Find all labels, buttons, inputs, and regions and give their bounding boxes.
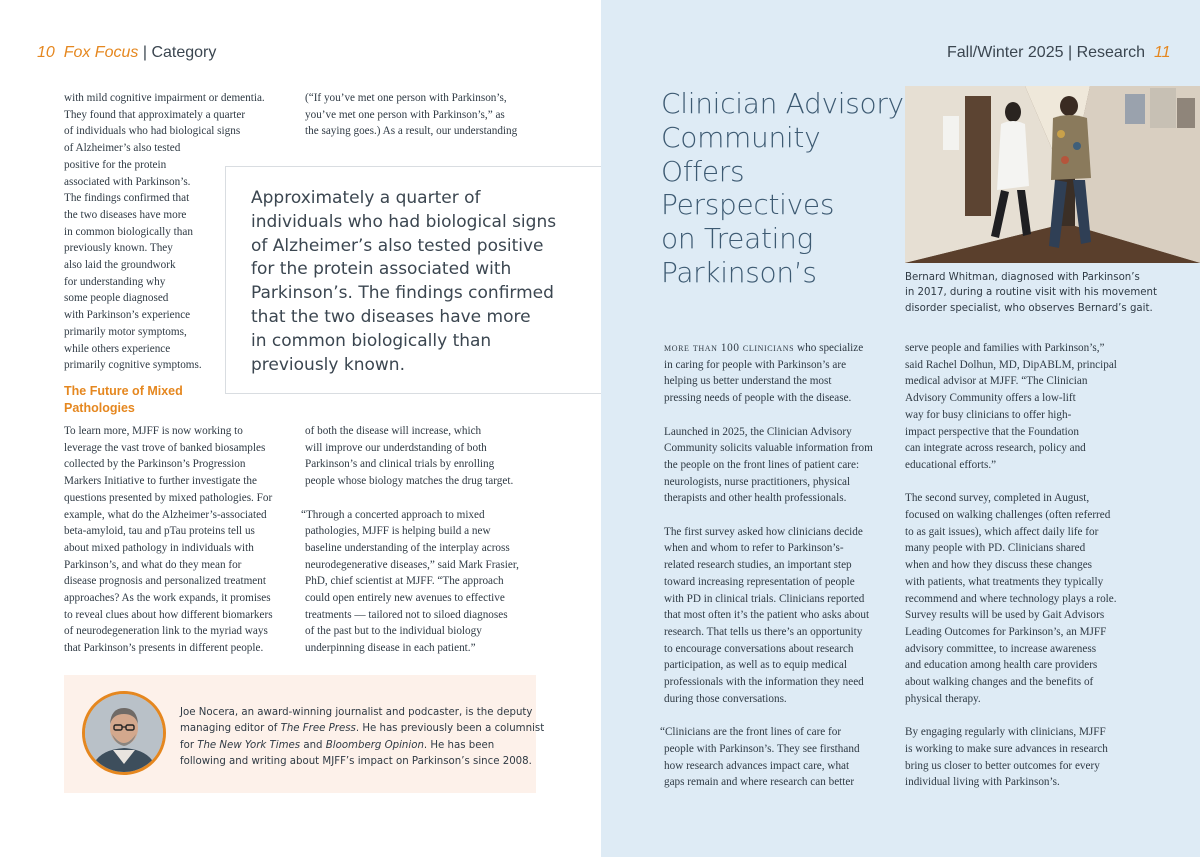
body-line: in common biologically than [64,225,193,238]
body-line: By engaging regularly with clinicians, MJFF [905,726,1106,739]
body-line: related research studies, an important step [664,559,852,572]
body-line: helping us better understand the most [664,375,832,388]
body-line: neurodegenerative diseases,” said Mark Frasier, [305,558,519,571]
pull-quote-line: individuals who had biological signs [251,211,557,232]
body-line: research. That tells us there’s an opportunity [664,625,863,638]
bio-publication: Bloomberg Opinion [325,739,424,751]
bio-line: following and writing about MJFF’s impact on Parkinson’s since 2008. [180,756,532,768]
bio-line: Joe Nocera, an award-winning journalist and podcaster, is the deputy [180,707,533,718]
body-line: to reveal clues about how different biomarkers [64,608,273,621]
left-column-1-bottom [64,423,273,657]
folio-separator: | [1067,44,1073,61]
body-line: serve people and families with Parkinson’s,” [905,342,1105,354]
folio-section: Category [151,44,217,61]
body-line: about walking changes and the benefits of [905,676,1094,689]
bio-line [180,721,544,737]
body-line: toward increasing representation of people [664,575,855,588]
body-line: also laid the groundwork [64,259,176,272]
right-column-2 [905,340,1117,791]
body-line: advisory committee, to increase awareness [905,642,1097,655]
body-line: that Parkinson’s presents in different people. [64,642,264,655]
left-column-2-bottom [301,423,519,657]
body-line: with mild cognitive impairment or dementia. [64,92,265,104]
caption-line: Bernard Whitman, diagnosed with Parkinson’s [905,272,1140,283]
folio-issue: Fall/Winter 2025 [947,44,1064,61]
body-line: (“If you’ve met one person with Parkinson’s, [305,92,507,104]
body-line: of individuals who had biological signs [64,125,241,138]
title-line: Clinician Advisory [661,87,904,120]
bio-text: and [300,739,326,751]
body-line: about mixed pathology in individuals with [64,541,254,554]
body-line: people with Parkinson’s. They see firsthand [664,742,860,755]
right-folio [947,44,1171,62]
body-line: of both the disease will increase, which [305,425,482,437]
author-bio-text [180,705,544,771]
pull-quote-line: that the two diseases have more [251,306,531,327]
body-line: when and whom to refer to Parkinson’s- [664,542,844,555]
page-number: 10 [37,44,55,61]
body-line: to as gait issues), which affect daily life for [905,525,1099,538]
body-line: The first survey asked how clinicians decide [664,525,863,538]
body-line: questions presented by mixed pathologies. For [64,491,273,504]
body-line: primarily cognitive symptoms. [64,359,202,372]
body-line: said Rachel Dolhun, MD, DipABLM, principal [905,358,1117,371]
subhead [64,383,183,417]
body-line: impact perspective that the Foundation [905,425,1079,438]
body-line: approaches? As the work expands, it promises [64,592,271,605]
body-line: when and how they discuss these changes [905,559,1093,572]
body-line: Community solicits valuable information from [664,442,873,455]
lead-line [664,340,873,357]
author-avatar [82,691,166,775]
body-line: Leading Outcomes for Parkinson’s, an MJFF [905,625,1107,638]
body-line: pressing needs of people with the disease. [664,392,852,405]
body-line: underpinning disease in each patient.” [305,642,476,655]
body-line: can integrate across research, policy and [905,442,1086,455]
body-line: is working to make sure advances in research [905,742,1108,755]
body-line: to encourage conversations about research [664,642,854,655]
body-line: therapists and other health professionals. [664,492,847,505]
body-line: people whose biology matches the drug target. [305,475,514,488]
body-line: gaps remain and where research can better [664,776,855,789]
pull-quote-line: of Alzheimer’s also tested positive [251,235,544,256]
body-line: baseline understanding of the interplay across [305,541,510,554]
body-line: with Parkinson’s experience [64,309,191,322]
bio-publication: The Free Press [280,723,356,735]
body-line: pathologies, MJFF is helping build a new [305,525,491,538]
body-line: example, what do the Alzheimer’s-associated [64,508,267,521]
author-portrait-icon [85,694,163,772]
title-line: Perspectives [661,188,835,222]
body-line: and education among health care providers [905,659,1098,672]
body-text: who specialize [794,342,864,354]
body-line: of the past but to the individual biology [305,625,482,638]
folio-section: Research [1076,44,1146,61]
body-line: many people with PD. Clinicians shared [905,542,1086,555]
page-number: 11 [1153,44,1171,61]
body-line: individual living with Parkinson’s. [905,776,1060,789]
body-line: Parkinson’s, and what do they mean for [64,558,242,571]
bio-text: for [180,739,198,751]
body-line: The second survey, completed in August, [905,492,1090,505]
body-line: PhD, chief scientist at MJFF. “The approach [305,575,504,588]
body-line: Survey results will be used by Gait Advisors [905,609,1105,622]
bio-text: managing editor of [180,723,281,735]
title-line: on Treating [661,222,814,256]
body-line: while others experience [64,342,171,355]
pull-quote-line: for the protein associated with [251,259,512,280]
author-bio-box [64,675,545,793]
body-line: the two diseases have more [64,208,187,221]
subhead-line: Pathologies [64,401,135,415]
pull-quote-line: Approximately a quarter of [251,188,481,208]
publication-name: Fox Focus [63,44,139,61]
body-line: positive for the protein [64,158,167,171]
body-line: previously known. They [64,242,173,255]
body-line: the people on the front lines of patient care: [664,458,860,471]
left-column-2-top [305,90,517,140]
article-title [661,87,904,290]
body-line: Launched in 2025, the Clinician Advisory [664,425,852,438]
pull-quote-line: in common biologically than [251,330,492,351]
body-line: how research advances impact care, what [664,759,850,772]
body-line: physical therapy. [905,692,981,705]
body-line: with PD in clinical trials. Clinicians reported [664,592,865,605]
body-line: the saying goes.) As a result, our understanding [305,125,518,138]
left-folio [37,44,216,62]
body-line: bring us closer to better outcomes for every [905,759,1100,772]
bio-text: . He has previously been a columnist [355,723,545,735]
clinic-hallway-photo-icon [905,86,1200,263]
body-line: collected by the Parkinson’s Progression [64,458,246,471]
pull-quote-box [225,166,601,394]
title-line: Parkinson’s [661,255,817,289]
body-line: focused on walking challenges (often referred [905,509,1111,522]
body-line: with patients, what treatments they typically [905,575,1104,588]
body-line: will improve our underdstanding of both [305,441,487,454]
body-line: during those conversations. [664,692,787,705]
body-line: primarily motor symptoms, [64,325,187,338]
body-line: “Through a concerted approach to mixed [301,508,485,521]
body-line: The findings confirmed that [64,192,190,205]
body-line: educational efforts.” [905,458,997,471]
body-line: beta-amyloid, tau and pTau proteins tell us [64,525,255,538]
body-line: recommend and where technology plays a role. [905,592,1117,605]
body-line: in caring for people with Parkinson’s are [664,358,847,371]
body-line: treatments — tailored not to siloed diagnoses [305,608,508,621]
body-line: neurologists, nurse practitioners, physical [664,475,851,488]
body-line: associated with Parkinson’s. [64,175,191,188]
right-column-1 [660,340,873,791]
body-line: Markers Initiative to further investigate the [64,475,257,488]
pull-quote [251,187,556,377]
title-line: Offers [661,154,745,188]
subhead-line: The Future of Mixed [64,384,183,398]
title-line: Community [661,120,821,154]
caption-line: in 2017, during a routine visit with his movement [905,287,1157,299]
lead-in: more than 100 clinicians [664,342,795,354]
body-line: professionals with the information they need [664,676,864,689]
body-line: could open entirely new avenues to effective [305,592,505,605]
photo-caption [905,270,1157,316]
body-line: participation, as well as to equip medical [664,659,847,672]
body-line: medical advisor at MJFF. “The Clinician [905,375,1088,388]
body-line: Parkinson’s and clinical trials by enrolling [305,458,495,471]
body-line: for understanding why [64,275,166,288]
bio-publication: The New York Times [197,739,301,751]
pull-quote-line: Parkinson’s. The findings confirmed [251,283,554,304]
body-line: that most often it’s the patient who asks about [664,609,870,622]
folio-separator: | [142,44,147,61]
article-photo [905,86,1200,263]
bio-line [180,738,544,754]
body-line: They found that approximately a quarter [64,108,246,121]
body-line: leverage the vast trove of banked biosamples [64,441,266,454]
body-line: of Alzheimer’s also tested [64,142,181,155]
body-line: To learn more, MJFF is now working to [64,425,243,437]
body-line: “Clinicians are the front lines of care for [660,726,842,739]
body-line: you’ve met one person with Parkinson’s,” as [305,108,505,121]
body-line: some people diagnosed [64,292,169,305]
body-line: way for busy clinicians to offer high- [905,408,1072,421]
body-line: disease prognosis and personalized treatment [64,575,266,588]
body-line: of neurodegeneration link to the myriad ways [64,625,268,638]
pull-quote-line: previously known. [251,354,405,375]
body-line: Advisory Community offers a low-lift [905,392,1076,405]
bio-text: . He has been [423,739,495,751]
caption-line: disorder specialist, who observes Bernard’s gait. [905,302,1153,314]
